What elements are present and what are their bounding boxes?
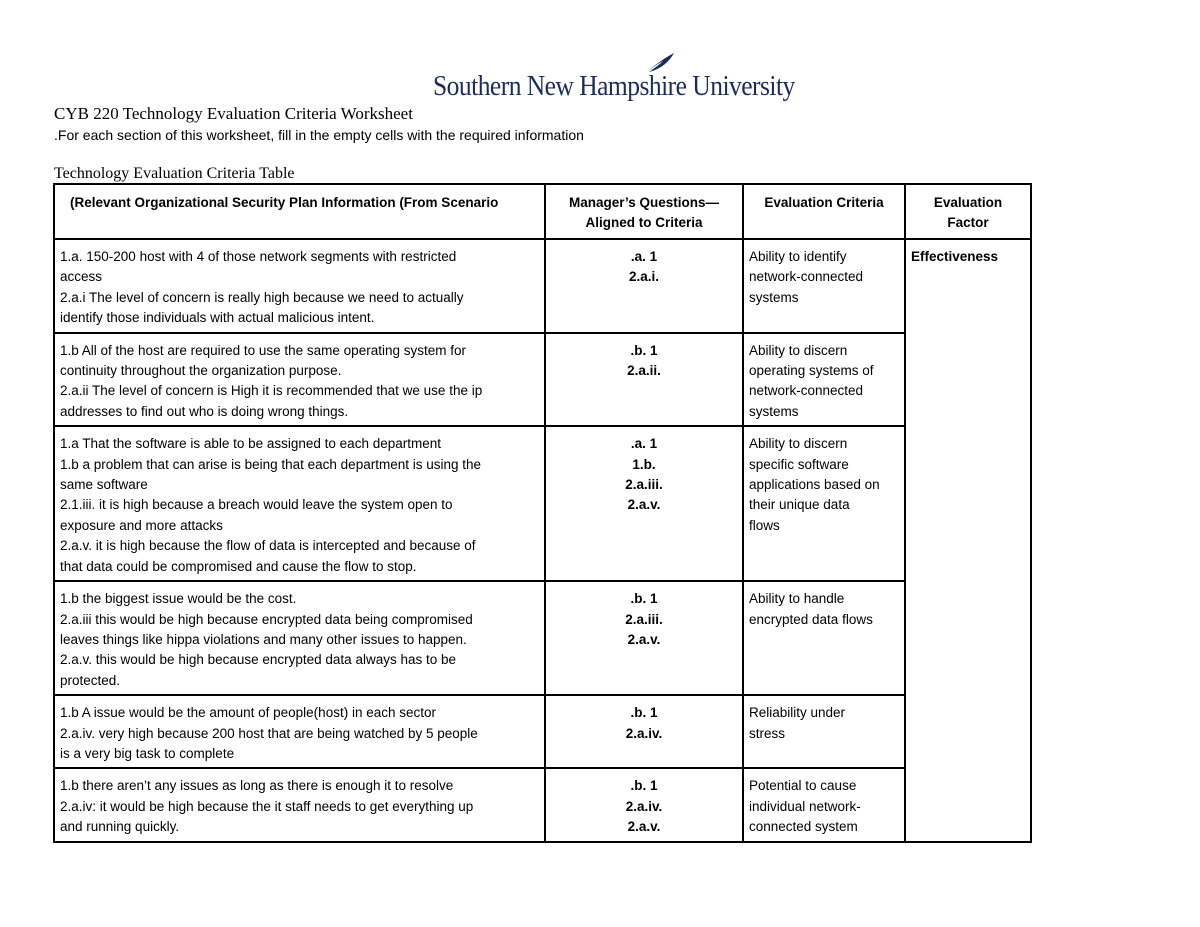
managers-questions-cell — [545, 695, 743, 768]
security-plan-info-cell — [54, 768, 545, 841]
header-evaluation-criteria — [743, 184, 905, 239]
evaluation-criteria-cell-line: network-connected — [749, 383, 864, 399]
evaluation-criteria-cell-line: systems — [749, 403, 799, 419]
evaluation-criteria-cell — [743, 695, 905, 768]
managers-questions-cell-line: 2.a.iv. — [625, 798, 663, 814]
evaluation-criteria-cell-line: Ability to discern — [749, 342, 848, 358]
managers-questions-cell-line: .a. 1 — [630, 436, 658, 452]
table-title: Technology Evaluation Criteria Table — [54, 165, 295, 182]
managers-questions-cell-line: 2.a.iii. — [625, 611, 663, 627]
evaluation-criteria-cell-line: flows — [749, 517, 780, 533]
header-evaluation-factor — [905, 184, 1031, 239]
security-plan-info-cell-line: 2.a.ii The level of concern is High it is recommended that we use the ip — [60, 383, 483, 399]
security-plan-info-cell-line: protected. — [60, 672, 121, 688]
security-plan-info-cell-line: 2.a.v. it is high because the flow of data is intercepted and because of — [60, 538, 476, 554]
managers-questions-cell-line: 2.a.v. — [627, 497, 661, 513]
security-plan-info-cell-line: 1.b A issue would be the amount of people(host) in each sector — [60, 705, 436, 721]
evaluation-criteria-cell-line: individual network- — [749, 798, 861, 814]
managers-questions-cell-line: .b. 1 — [630, 591, 658, 607]
evaluation-criteria-cell-line: their unique data — [749, 497, 850, 513]
managers-questions-cell — [545, 333, 743, 427]
security-plan-info-cell — [54, 581, 545, 695]
evaluation-criteria-cell-line: encrypted data flows — [749, 611, 873, 627]
security-plan-info-cell-line: 2.a.iv. very high because 200 host that are being watched by 5 people — [60, 725, 478, 741]
managers-questions-cell — [545, 581, 743, 695]
security-plan-info-cell-line: continuity throughout the organization purpose. — [60, 363, 342, 379]
managers-questions-cell-line: 2.a.ii. — [627, 363, 661, 379]
table-row — [54, 581, 1031, 695]
table-row — [54, 239, 1031, 333]
security-plan-info-cell-line: 2.a.iii this would be high because encrypted data being compromised — [60, 611, 473, 627]
security-plan-info-cell-line: addresses to find out who is doing wrong things. — [60, 403, 349, 419]
evaluation-factor-label: Effectiveness — [911, 249, 999, 264]
security-plan-info-cell-line: identify those individuals with actual malicious intent. — [60, 310, 375, 326]
evaluation-criteria-cell — [743, 333, 905, 427]
security-plan-info-cell-line: 1.b the biggest issue would be the cost. — [60, 591, 297, 607]
security-plan-info-cell — [54, 426, 545, 581]
table-row — [54, 333, 1031, 427]
evaluation-criteria-cell-line: connected system — [749, 819, 858, 835]
security-plan-info-cell — [54, 695, 545, 768]
managers-questions-cell-line: 2.a.iv. — [625, 725, 663, 741]
security-plan-info-cell-line: that data could be compromised and cause the flow to stop. — [60, 558, 417, 574]
security-plan-info-cell-line: 1.a That the software is able to be assigned to each department — [60, 436, 441, 452]
university-logo — [433, 52, 795, 104]
evaluation-criteria-cell-line: Reliability under — [749, 705, 846, 721]
table-row — [54, 695, 1031, 768]
evaluation-factor-cell — [905, 239, 1031, 842]
security-plan-info-cell-line: same software — [60, 477, 148, 493]
security-plan-info-cell-line: is a very big task to complete — [60, 745, 235, 761]
header-managers-questions — [545, 184, 743, 239]
security-plan-info-cell-line: 1.b a problem that can arise is being that each department is using the — [60, 456, 482, 472]
header-label: Aligned to Criteria — [585, 215, 703, 231]
university-name: Southern New Hampshire University — [433, 70, 795, 102]
evaluation-criteria-cell — [743, 239, 905, 333]
evaluation-criteria-cell-line: stress — [749, 725, 786, 741]
table-row — [54, 768, 1031, 841]
evaluation-criteria-cell-line: Potential to cause — [749, 778, 857, 794]
header-label: Factor — [947, 215, 989, 231]
security-plan-info-cell-line: 2.a.i The level of concern is really high because we need to actually — [60, 289, 464, 305]
managers-questions-cell-line: 1.b. — [632, 456, 656, 472]
managers-questions-cell-line: 2.a.i. — [628, 269, 660, 285]
evaluation-criteria-cell-line: applications based on — [749, 477, 880, 493]
evaluation-criteria-cell — [743, 768, 905, 841]
managers-questions-cell — [545, 426, 743, 581]
evaluation-criteria-cell-line: operating systems of — [749, 363, 874, 379]
security-plan-info-cell-line: 2.1.iii. it is high because a breach would leave the system open to — [60, 497, 453, 513]
evaluation-criteria-cell-line: systems — [749, 289, 799, 305]
table-header-row — [54, 184, 1031, 239]
managers-questions-cell-line: 2.a.iii. — [625, 477, 663, 493]
header-label: Manager’s Questions— — [568, 195, 720, 210]
document-title: CYB 220 Technology Evaluation Criteria Worksheet — [54, 104, 413, 123]
header-label: Evaluation — [933, 195, 1003, 210]
header-label: Evaluation Criteria — [764, 195, 884, 210]
managers-questions-cell-line: .b. 1 — [630, 778, 658, 794]
security-plan-info-cell-line: leaves things like hippa violations and many other issues to happen. — [60, 631, 467, 647]
header-label: (Relevant Organizational Security Plan Information (From Scenario — [70, 195, 499, 210]
security-plan-info-cell-line: 1.a. 150-200 host with 4 of those network segments with restricted — [60, 249, 457, 264]
managers-questions-cell — [545, 239, 743, 333]
header-security-plan-info — [54, 184, 545, 239]
evaluation-criteria-cell — [743, 581, 905, 695]
table-row — [54, 426, 1031, 581]
managers-questions-cell — [545, 768, 743, 841]
evaluation-criteria-cell-line: specific software — [749, 456, 849, 472]
security-plan-info-cell — [54, 239, 545, 333]
security-plan-info-cell-line: and running quickly. — [60, 819, 180, 835]
security-plan-info-cell-line: 1.b All of the host are required to use the same operating system for — [60, 342, 466, 358]
evaluation-criteria-table — [53, 183, 1032, 843]
security-plan-info-cell-line: 2.a.v. this would be high because encrypted data always has to be — [60, 652, 457, 668]
document-instruction: .For each section of this worksheet, fill in the empty cells with the required information — [54, 127, 584, 143]
evaluation-criteria-cell-line: Ability to handle — [749, 591, 845, 607]
managers-questions-cell-line: .b. 1 — [630, 705, 658, 721]
security-plan-info-cell — [54, 333, 545, 427]
security-plan-info-cell-line: 2.a.iv: it would be high because the it staff needs to get everything up — [60, 798, 474, 814]
managers-questions-cell-line: 2.a.v. — [627, 819, 661, 835]
managers-questions-cell-line: 2.a.v. — [627, 631, 661, 647]
security-plan-info-cell-line: access — [60, 269, 103, 285]
evaluation-criteria-cell-line: Ability to identify — [749, 249, 847, 264]
security-plan-info-cell-line: 1.b there aren’t any issues as long as there is enough it to resolve — [60, 778, 454, 794]
evaluation-criteria-cell — [743, 426, 905, 581]
managers-questions-cell-line: .a. 1 — [630, 249, 658, 264]
managers-questions-cell-line: .b. 1 — [630, 342, 658, 358]
evaluation-criteria-cell-line: network-connected — [749, 269, 864, 285]
evaluation-criteria-cell-line: Ability to discern — [749, 436, 848, 452]
security-plan-info-cell-line: exposure and more attacks — [60, 517, 223, 533]
